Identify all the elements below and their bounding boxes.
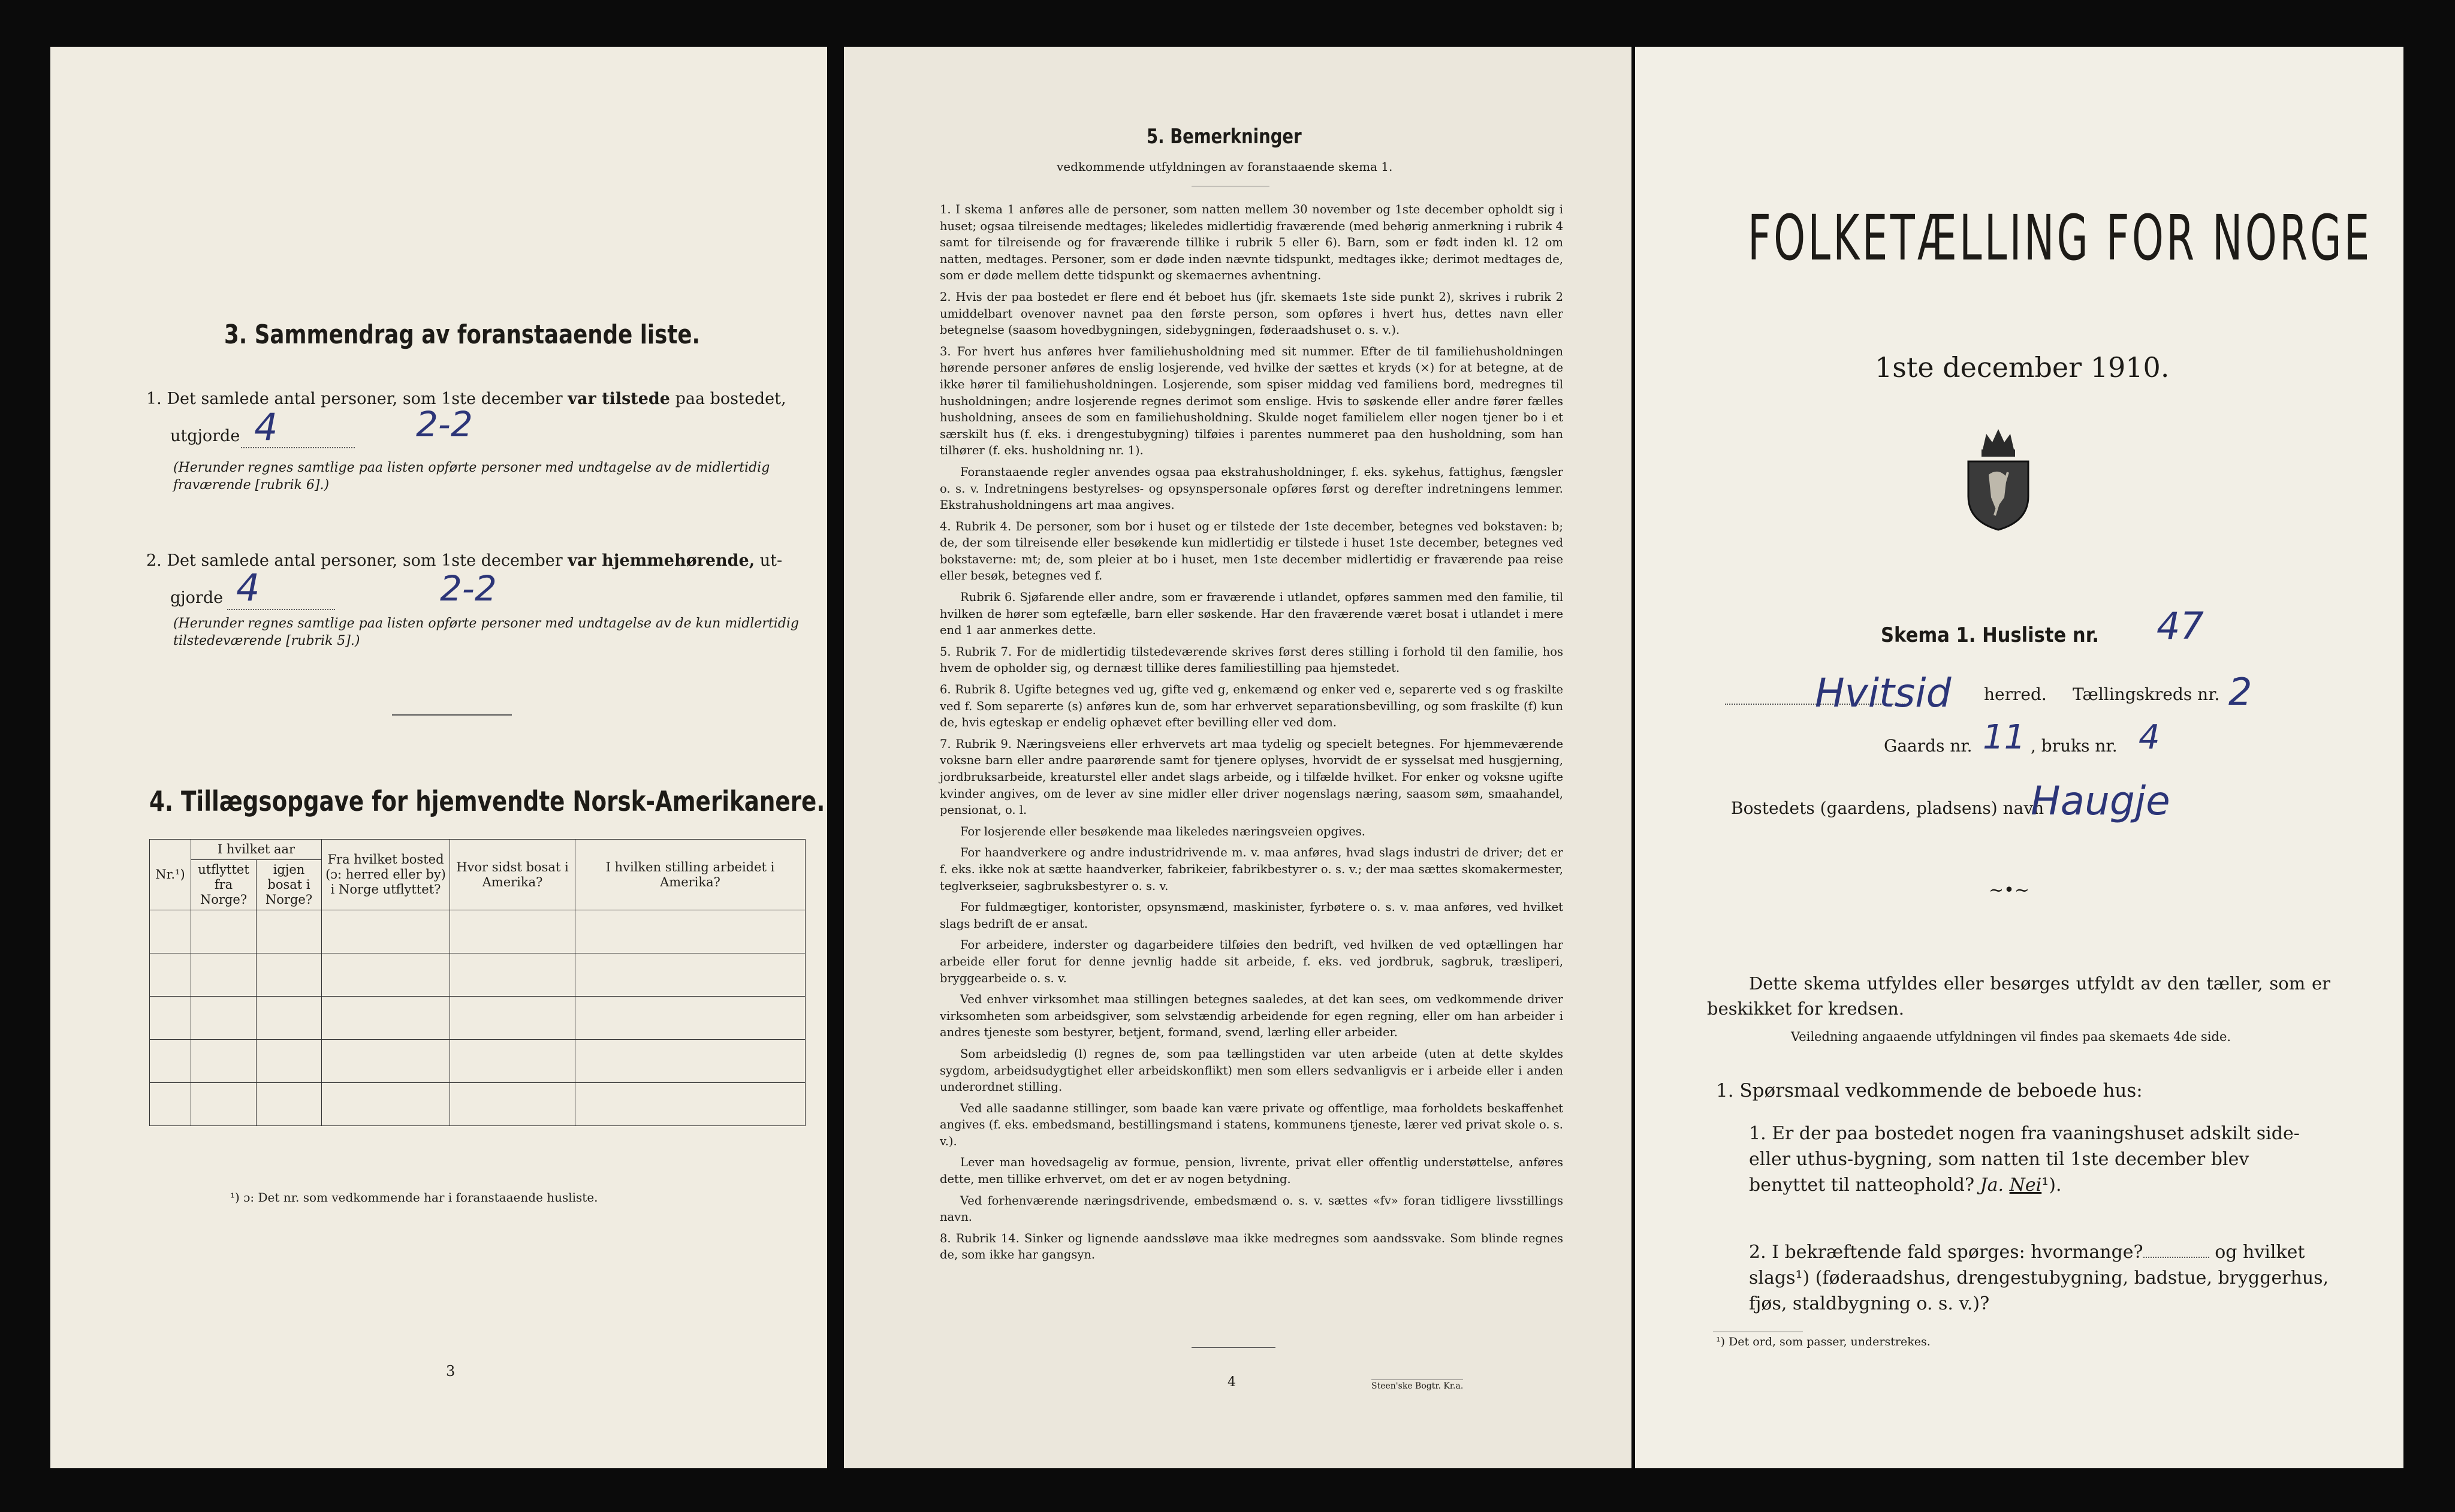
remark-paragraph: For fuldmægtiger, kontorister, opsynsmænd, maskinister, fyrbøtere o. s. v. maa anføres, ved hvilket slags bedrift de er ansat.	[940, 900, 1563, 931]
remarks-subtitle: vedkommende utfyldningen av foranstaaende skema 1.	[1057, 159, 1393, 174]
remark-paragraph: Ved alle saadanne stillinger, som baade kan være private og offentlige, maa forholdets beskaffenhet angives (f. eks. embedsmand, bestillingsmand i statens, kommunens tjeneste, lærer ved privat skole o. s. v.).	[940, 1101, 1563, 1148]
q2-text-b: og hvilket slags¹) (føderaadshus, drengestubygning, badstue, bryggerhus, fjøs, staldbygning o. s. v.)?	[1749, 1242, 2329, 1314]
ornament-icon: ~•~	[1989, 880, 2029, 901]
table-header-row	[150, 840, 806, 860]
divider	[1192, 1347, 1275, 1348]
kreds-label: Tællingskreds nr.	[2073, 684, 2220, 704]
summary-item-1	[146, 388, 806, 410]
gaards-value[interactable]: 11	[1983, 718, 2026, 757]
col-sidst: Hvor sidst bosat i Amerika?	[450, 840, 575, 910]
item2-text-end: ut-	[755, 551, 783, 570]
remarks-list	[940, 201, 1563, 1268]
remark-paragraph: Som arbeidsledig (l) regnes de, som paa tællingstiden var uten arbeide (uten at dette skyldes sygdom, arbeidsudygtighet eller arbeidskonflikt) men som ellers sedvanligvis er i arbeide eller i anden underordnet stilling.	[940, 1046, 1563, 1094]
col-stilling: I hvilken stilling arbeidet i Amerika?	[575, 840, 806, 910]
bruks-value[interactable]: 4	[2139, 718, 2160, 757]
item2-dotline	[227, 609, 335, 610]
bosted-value[interactable]: Haugje	[2031, 778, 2170, 824]
husliste-nr[interactable]: 47	[2157, 604, 2204, 648]
item1-utgjorde: utgjorde	[170, 427, 240, 445]
page1-footnote: ¹) Det ord, som passer, understrekes.	[1716, 1335, 1931, 1348]
item1-note: (Herunder regnes samtlige paa listen opførte personer med undtagelse av de midlertidig fraværende [rubrik 6].)	[173, 460, 770, 493]
item1-bold: var tilstede	[568, 390, 670, 408]
herred-label: herred.	[1984, 684, 2047, 704]
remark-paragraph: For arbeidere, inderster og dagarbeidere tilføies den bedrift, ved hvilken de ved optællingen har arbeide eller forut for denne jevnlig hadde sit arbeide, f. eks. ved jordbruk, sagbruk, træsliperi, bryggearbeide o. s. v.	[940, 938, 1563, 985]
remark-paragraph: 6. Rubrik 8. Ugifte betegnes ved ug, gifte ved g, enkemænd og enker ved e, separerte ved s og fraskilte ved f. Som separerte (s) anføres kun de, som har erhvervet separationsbevilling, og som fraskilte (f) kun de, hvis egteskap er endelig ophævet efter bevilling eller ved dom.	[940, 683, 1563, 730]
col-nr: Nr.¹)	[150, 840, 191, 910]
bruks-label: , bruks nr.	[2031, 736, 2118, 756]
item1-value[interactable]: 4	[254, 405, 278, 449]
census-title: FOLKETÆLLING FOR NORGE	[1748, 201, 2372, 274]
remark-paragraph: 4. Rubrik 4. De personer, som bor i huset og er tilstede der 1ste december, betegnes ved bokstaven: b; de, der som tilreisende eller besøkende kun midlertidig er tilstede i huset 1ste december, betegnes ved bokstaverne: mt; de, som pleier at bo i huset, men 1ste december midlertidig er fraværende paa reise eller besøk, betegnes ved f.	[940, 519, 1563, 583]
remark-paragraph: 3. For hvert hus anføres hver familiehusholdning med sit nummer. Efter de til familiehusholdningen hørende personer anføres de enslig losjerende, ved hvilke der sættes et kryds (×) for at betegne, at de ikke hører til familiehusholdningen. Losjerende, som spiser middag ved familiens bord, medregnes til husholdningen; andre losjerende regnes derimot som enslige. Hvis to søskende eller andre fører fælles husholdning, ansees de som en familiehusholdning. Skulde noget familielem eller nogen tjener bo i et særskilt hus (f. eks. i drengestubygning) tilføies i parentes nummeret paa den husholdning, som han tilhører (f. eks. husholdning nr. 1).	[940, 344, 1563, 458]
remark-paragraph: Ved enhver virksomhet maa stillingen betegnes saaledes, at det kan sees, om vedkommende driver virksomheten som arbeidsgiver, som selvstændig arbeidende for egen regning, eller om han arbeider i andres tjeneste som bestyrer, betjent, formand, svend, lærling eller arbeider.	[940, 992, 1563, 1040]
remark-paragraph: Ved forhenværende næringsdrivende, embedsmænd o. s. v. sættes «fv» foran tidligere livsstillings navn.	[940, 1193, 1563, 1224]
printer-mark: Steen'ske Bogtr. Kr.a.	[1371, 1380, 1463, 1391]
table-row[interactable]	[150, 910, 806, 953]
herred-value[interactable]: Hvitsid	[1815, 670, 1952, 716]
table-row[interactable]	[150, 1040, 806, 1083]
skema-label: Skema 1. Husliste nr.	[1881, 623, 2100, 647]
remarks-title: 5. Bemerkninger	[1147, 125, 1302, 149]
remark-paragraph: 8. Rubrik 14. Sinker og lignende aandssløve maa ikke medregnes som aandssvake. Som blinde regnes de, som ikke har gangsyn.	[940, 1231, 1563, 1262]
remark-paragraph: Rubrik 6. Sjøfarende eller andre, som er fraværende i utlandet, opføres sammen med den familie, til hvilken de hører som egtefælle, barn eller søskende. Har den fraværende været bosat i utlandet i mere end 1 aar anmerkes dette.	[940, 590, 1563, 638]
item2-hand-note: 2-2	[440, 568, 497, 609]
item2-gjorde: gjorde	[170, 588, 224, 607]
gaards-label: Gaards nr.	[1884, 736, 1973, 756]
intro-small: Veiledning angaaende utfyldningen vil findes paa skemaets 4de side.	[1791, 1030, 2231, 1044]
table-row[interactable]	[150, 1083, 806, 1126]
item1-dotline	[241, 447, 355, 448]
col-utflyttet: utflyttet fra Norge?	[191, 860, 257, 910]
item1-text: 1. Det samlede antal personer, som 1ste december	[146, 390, 568, 408]
item1-hand-note: 2-2	[416, 404, 473, 445]
norsk-amerikaner-table	[149, 839, 806, 1126]
section-3-title: 3. Sammendrag av foranstaaende liste.	[224, 319, 701, 350]
page-number-4: 4	[1228, 1375, 1236, 1390]
intro-text: Dette skema utfyldes eller besørges utfyldt av den tæller, som er beskikket for kredsen.	[1707, 973, 2330, 1019]
remark-paragraph: 1. I skema 1 anføres alle de personer, som natten mellem 30 november og 1ste december opholdt sig i huset; ogsaa tilreisende medtages; likeledes midlertidig fraværende (med behørig anmerkning i rubrik 4 samt for tilreisende og for fraværende tillike i rubrik 5 eller 6). Barn, som er født inden kl. 12 om natten, medtages. Personer, som er døde inden nævnte tidspunkt, medtages ikke; derimot medtages de, som er døde mellem dette tidspunkt og skemaernes avhentning.	[940, 203, 1563, 283]
item2-value[interactable]: 4	[236, 566, 260, 609]
questions-heading: 1. Spørsmaal vedkommende de beboede hus:	[1716, 1080, 2143, 1101]
remark-paragraph: 7. Rubrik 9. Næringsveiens eller erhvervets art maa tydelig og specielt betegnes. For hjemmeværende voksne barn eller andre paarørende samt for tjenere oplyses, hvorvidt de er sysselsat med husgjerning, jordbruksarbeide, kreaturstel eller andet slags arbeide, og i tilfælde hvilket. For enker og voksne ugifte kvinder angives, om de lever av sine midler eller driver nogenslags næring, saasom søm, smaahandel, pensionat, o. l.	[940, 737, 1563, 817]
table-row[interactable]	[150, 953, 806, 997]
col-group-year: I hvilket aar	[191, 840, 322, 860]
q1-ja[interactable]: Ja.	[1980, 1175, 2004, 1196]
col-igjen: igjen bosat i Norge?	[257, 860, 322, 910]
item2-note: (Herunder regnes samtlige paa listen opførte personer med undtagelse av de kun midlertidig tilstedeværende [rubrik 5].)	[173, 616, 799, 648]
page-number-3: 3	[446, 1363, 456, 1380]
census-date: 1ste december 1910.	[1875, 351, 2170, 384]
remark-paragraph: 5. Rubrik 7. For de midlertidig tilstedeværende skrives først deres stilling i forhold til den familie, hos hvem de opholder sig, og dernæst tillike deres familiestilling paa hjemstedet.	[940, 644, 1563, 675]
item2-bold: var hjemmehørende,	[568, 551, 755, 570]
page-3	[50, 47, 827, 1468]
table-footnote: ¹) ɔ: Det nr. som vedkommende har i foranstaaende husliste.	[230, 1190, 598, 1205]
col-fra: Fra hvilket bosted (ɔ: herred eller by) i Norge utflyttet?	[322, 840, 450, 910]
q2-text: 2. I bekræftende fald spørges: hvormange?	[1749, 1242, 2143, 1263]
bosted-label: Bostedets (gaardens, pladsens) navn	[1731, 798, 2044, 818]
coat-of-arms-icon	[1965, 425, 2032, 531]
page-1	[1635, 47, 2403, 1468]
question-1: 1. Er der paa bostedet nogen fra vaaningshuset adskilt side- eller uthus-bygning, som natten til 1ste december blev benyttet til natteophold? Ja. Nei¹).	[1749, 1123, 2300, 1196]
remark-paragraph: For haandverkere og andre industridrivende m. v. maa anføres, hvad slags industri de driver; det er f. eks. ikke nok at sætte haandverker, fabrikeier, fabrikbestyrer o. s. v.; der maa sættes skomakermester, teglverkseier, sagbruksbestyrer o. s. v.	[940, 846, 1563, 893]
section-4-title: 4. Tillægsopgave for hjemvendte Norsk-Amerikanere.	[149, 785, 825, 817]
remark-paragraph: 2. Hvis der paa bostedet er flere end ét beboet hus (jfr. skemaets 1ste side punkt 2), skrives i rubrik 2 umiddelbart ovenover navnet paa den første person, som opføres i hvert hus, dettes navn eller betegnelse (saasom hovedbygningen, sidebygningen, føderaadshuset o. s. v.).	[940, 289, 1563, 337]
table-row[interactable]	[150, 997, 806, 1040]
kreds-value[interactable]: 2	[2228, 670, 2252, 714]
page-4	[844, 47, 1631, 1468]
q1-nei[interactable]: Nei	[2009, 1175, 2042, 1196]
q1-text: 1. Er der paa bostedet nogen fra vaaningshuset adskilt side- eller uthus-bygning, som natten til 1ste december blev benyttet til natteophold?	[1749, 1123, 2300, 1196]
remark-paragraph: For losjerende eller besøkende maa likeledes næringsveien opgives.	[960, 824, 1365, 838]
divider	[392, 714, 512, 716]
remark-paragraph: Foranstaaende regler anvendes ogsaa paa ekstrahusholdninger, f. eks. sykehus, fattighus, fængsler o. s. v. Indretningens bestyrelses- og opsynspersonale opføres først og derefter indretningens lemmer. Ekstrahusholdningens art maa angives.	[940, 464, 1563, 512]
question-2	[1749, 1239, 2330, 1317]
remark-paragraph: Lever man hovedsagelig av formue, pension, livrente, privat eller offentlig understøttelse, anføres dette, men tillike erhvervet, om det er av nogen betydning.	[940, 1155, 1563, 1187]
item2-text: 2. Det samlede antal personer, som 1ste december	[146, 551, 568, 570]
item1-text-end: paa bostedet,	[669, 390, 786, 408]
